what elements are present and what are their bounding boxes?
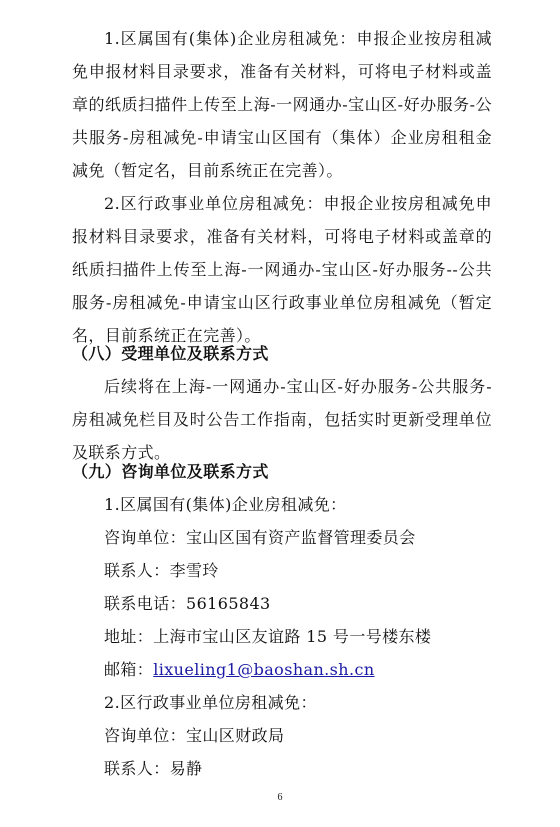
section9-item1-email-line: [104, 653, 375, 686]
section9-item1-phone: 联系电话：56165843: [104, 594, 271, 613]
email-label: 邮箱：: [104, 660, 154, 679]
section9-item1-contact: 联系人：李雪玲: [104, 561, 219, 580]
section9-item2-title: 2.区行政事业单位房租减免：: [104, 693, 317, 712]
email-link[interactable]: lixueling1@baoshan.sh.cn: [153, 660, 375, 679]
section9-item2-contact: 联系人：易静: [104, 759, 203, 778]
section9-item1-title: 1.区属国有(集体)企业房租减免：: [104, 495, 347, 514]
section9-heading: （九）咨询单位及联系方式: [72, 462, 269, 481]
page-number: 6: [277, 792, 283, 803]
section8-heading: （八）受理单位及联系方式: [72, 344, 269, 363]
section8-body: 后续将在上海-一网通办-宝山区-好办服务-公共服务-房租减免栏目及时公告工作指南，包括实时更新受理单位及联系方式。: [72, 377, 492, 462]
section9-item1-unit: 咨询单位：宝山区国有资产监督管理委员会: [104, 528, 416, 547]
section7-item1-paragraph: 1.区属国有(集体)企业房租减免：申报企业按房租减免申报材料目录要求，准备有关材料，可将电子材料或盖章的纸质扫描件上传至上海-一网通办-宝山区-好办服务-公共服务-房租减免-申请宝山区国有（集体）企业房租租金减免（暂定名，目前系统正在完善）。: [72, 29, 492, 180]
section7-item2-paragraph: 2.区行政事业单位房租减免：申报企业按房租减免申报材料目录要求，准备有关材料，可将电子材料或盖章的纸质扫描件上传至上海-一网通办-宝山区-好办服务--公共服务-房租减免-申请宝山区行政事业单位房租减免（暂定名，目前系统正在完善）。: [72, 194, 492, 345]
section9-item2-unit: 咨询单位：宝山区财政局: [104, 726, 285, 745]
section9-item1-address: 地址：上海市宝山区友谊路 15 号一号楼东楼: [104, 627, 432, 646]
